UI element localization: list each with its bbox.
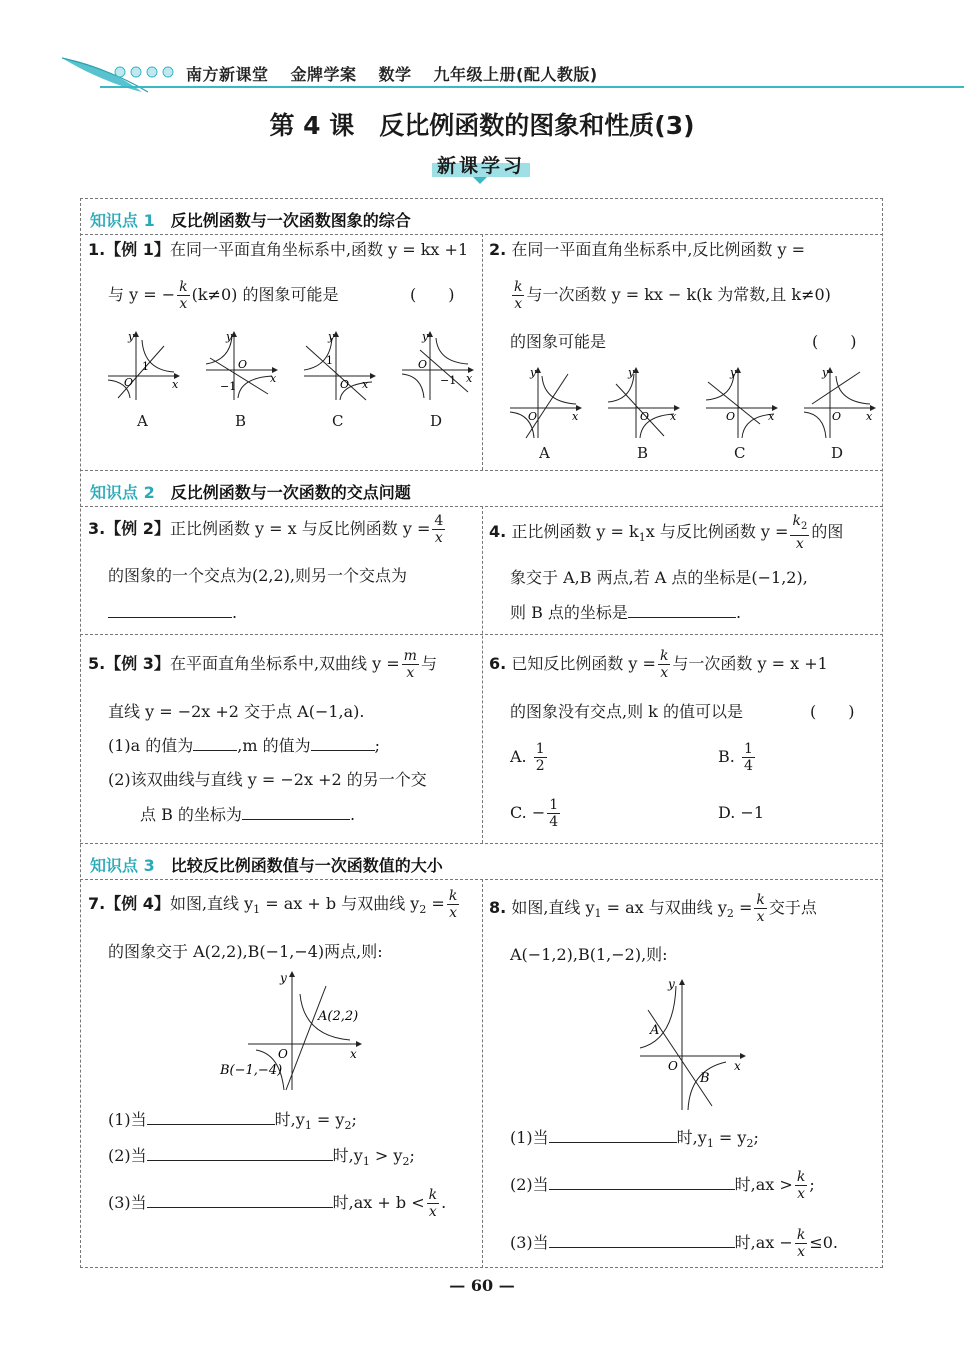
q2-graph-d [800, 366, 878, 440]
header-rule [100, 86, 964, 88]
q4-line3: 则 B 点的坐标是 . [510, 603, 742, 622]
svg-text:y: y [730, 366, 737, 379]
q2-graph-c [702, 366, 780, 440]
q8-line2: A(−1,2),B(1,−2),则: [510, 945, 668, 964]
q2-option-a[interactable]: A [539, 444, 550, 462]
svg-text:x: x [270, 372, 277, 385]
q5-b-blank[interactable] [242, 805, 350, 820]
svg-text:A: A [650, 1023, 660, 1038]
svg-text:O: O [832, 410, 842, 423]
q4-line1: 4. 正比例函数 $y = k_1x$ 与反比例函数 y = $\frac{k_2}{x}$ 的图 [489, 513, 844, 552]
q2-line3: 的图象可能是 [510, 332, 607, 351]
svg-text:x: x [768, 410, 775, 423]
section-pointer-icon [473, 177, 487, 184]
q2-option-d[interactable]: D [831, 444, 844, 462]
q6-option-b[interactable]: B. $\frac{1}{4}$ [718, 741, 753, 774]
q8-p2-blank[interactable] [549, 1175, 735, 1190]
svg-text:x: x [362, 378, 369, 391]
kp-title: 比较反比例函数值与一次函数值的大小 [170, 856, 443, 875]
q3-line1: 3.【例 2】正比例函数 y = x 与反比例函数 y = $\frac{4}{x}$ [88, 513, 444, 546]
q7-p1-blank[interactable] [147, 1110, 275, 1125]
svg-text:x: x [466, 372, 473, 385]
kp-title: 反比例函数与一次函数的交点问题 [170, 483, 411, 502]
svg-text:B: B [700, 1071, 710, 1086]
svg-text:y: y [668, 977, 675, 991]
column-divider-3 [482, 879, 483, 1268]
q1-line1: 1.【例 1】在同一平面直角坐标系中,函数 y = kx +1 [88, 240, 469, 259]
svg-text:B(−1,−4): B(−1,−4) [220, 1063, 283, 1078]
q2-answer-paren: ( ) [812, 332, 857, 351]
q5-m-blank[interactable] [311, 736, 375, 751]
q6-answer-paren: ( ) [810, 702, 855, 721]
q2-line1: 2. 在同一平面直角坐标系中,反比例函数 y = [489, 240, 806, 259]
q6-line1: 6. 已知反比例函数 y = $\frac{k}{x}$ 与一次函数 y = x +1 [489, 648, 828, 681]
q1-graph-a [104, 330, 182, 402]
q1-option-d[interactable]: D [430, 412, 443, 430]
column-divider-1 [482, 234, 483, 470]
header-grade: 九年级上册(配人教版) [433, 65, 598, 84]
q2-option-c[interactable]: C [734, 444, 746, 462]
svg-text:y: y [822, 366, 829, 379]
knowledge-point-3 [90, 853, 443, 876]
svg-text:O: O [124, 376, 134, 389]
svg-text:O: O [278, 1047, 288, 1061]
q7-graph [216, 966, 376, 1092]
q6-option-a[interactable]: A. $\frac{1}{2}$ [510, 741, 545, 774]
kp-title: 反比例函数与一次函数图象的综合 [170, 211, 411, 230]
svg-text:y: y [280, 971, 287, 985]
q4-line2: 象交于 A,B 两点,若 A 点的坐标是(−1,2), [510, 568, 808, 587]
svg-text:x: x [172, 378, 179, 391]
q1-option-b[interactable]: B [235, 412, 247, 430]
q2-line2: $\frac{k}{x}$ 与一次函数 y = kx − k(k 为常数,且 k≠0) [514, 279, 831, 312]
q5-line2: 直线 y = −2x +2 交于点 A(−1,a). [108, 702, 365, 721]
q1-graph-c [300, 330, 378, 402]
q6-option-c[interactable]: C. − $\frac{1}{4}$ [510, 797, 559, 830]
q8-line1: 8. 如图,直线 $y_1$ = ax 与双曲线 $y_2$ = $\frac{k}{x}$ 交于点 [489, 892, 817, 925]
svg-text:O: O [668, 1059, 678, 1073]
svg-text:y: y [128, 330, 135, 343]
q2-graph-b [604, 366, 682, 440]
page-title: 第 4 课 反比例函数的图象和性质(3) [269, 111, 695, 140]
svg-text:1: 1 [326, 354, 333, 367]
q1-line2: 与 y = − $\frac{k}{x}$ (k≠0) 的图象可能是 [108, 279, 339, 312]
svg-text:A(2,2): A(2,2) [318, 1009, 359, 1024]
section-label-text: 新课学习 [436, 155, 525, 177]
q8-p1-blank[interactable] [549, 1128, 677, 1143]
separator-kp2 [80, 470, 883, 471]
svg-text:O: O [340, 378, 350, 391]
q2-graph-a [506, 366, 584, 440]
q4-answer-blank[interactable] [628, 603, 736, 618]
q3-answer-line: . [108, 603, 237, 623]
svg-text:O: O [528, 410, 538, 423]
svg-text:O: O [726, 410, 736, 423]
q6-line2: 的图象没有交点,则 k 的值可以是 [510, 702, 743, 721]
q8-graph [630, 970, 758, 1114]
q7-p2-blank[interactable] [147, 1146, 333, 1161]
q5-a-blank[interactable] [193, 736, 237, 751]
header-subject: 数学 [378, 65, 412, 84]
svg-text:O: O [238, 358, 248, 371]
section-label [426, 149, 536, 179]
svg-text:1: 1 [142, 360, 149, 373]
header-series: 南方新课堂 [186, 65, 269, 84]
column-divider-2 [482, 506, 483, 843]
q8-p3-blank[interactable] [549, 1233, 735, 1248]
q7-part2: (2)当 时$,y_1 > y_2$; [108, 1146, 415, 1169]
svg-text:x: x [572, 410, 579, 423]
q3-line2: 的图象的一个交点为(2,2),则另一个交点为 [108, 566, 408, 585]
q5-part2-b: 点 B 的坐标为 . [140, 805, 356, 824]
kp-label: 知识点 1 [90, 211, 155, 230]
separator-kp3 [80, 843, 883, 844]
svg-text:y: y [226, 330, 233, 343]
q7-line1: 7.【例 4】如图,直线 $y_1$ = ax + b 与双曲线 $y_2$ = $\frac{k}{x}$ [88, 888, 458, 921]
svg-text:O: O [640, 410, 650, 423]
svg-text:y: y [628, 366, 635, 379]
svg-text:x: x [670, 410, 677, 423]
header-text [186, 62, 620, 85]
q7-part1: (1)当 时$,y_1 = y_2$; [108, 1110, 357, 1133]
q8-part1: (1)当 时$,y_1 = y_2$; [510, 1128, 759, 1151]
knowledge-point-2 [90, 480, 411, 503]
svg-text:x: x [866, 410, 873, 423]
q3-answer-blank[interactable] [108, 603, 232, 618]
knowledge-point-1 [90, 208, 411, 231]
q1-option-a[interactable]: A [137, 412, 148, 430]
page-number: — 60 — [449, 1276, 515, 1295]
kp-label: 知识点 2 [90, 483, 155, 502]
svg-text:y: y [422, 330, 429, 343]
q1-option-c[interactable]: C [332, 412, 344, 430]
svg-text:y: y [530, 366, 537, 379]
q1-graph-d [398, 330, 476, 402]
q7-part3: (3)当 时,ax + b < $\frac{k}{x}$ . [108, 1187, 447, 1220]
q5-part1: (1)a 的值为 ,m 的值为 ; [108, 736, 381, 755]
q8-part2: (2)当 时,ax > $\frac{k}{x}$ ; [510, 1169, 815, 1202]
q7-line2: 的图象交于 A(2,2),B(−1,−4)两点,则: [108, 942, 383, 961]
q2-option-b[interactable]: B [637, 444, 649, 462]
header-book: 金牌学案 [290, 65, 357, 84]
kp-label: 知识点 3 [90, 856, 155, 875]
q5-part2: (2)该双曲线与直线 y = −2x +2 的另一个交 [108, 770, 427, 789]
q1-graph-b [202, 330, 280, 402]
svg-text:O: O [418, 358, 428, 371]
svg-text:y: y [328, 330, 335, 343]
svg-text:−1: −1 [220, 380, 237, 393]
q7-p3-blank[interactable] [147, 1193, 333, 1208]
svg-text:x: x [350, 1047, 357, 1061]
svg-text:−1: −1 [440, 374, 457, 387]
q5-line1: 5.【例 3】在平面直角坐标系中,双曲线 y = $\frac{m}{x}$ 与 [88, 648, 437, 681]
q6-option-d[interactable]: D. −1 [718, 803, 765, 822]
q8-part3: (3)当 时,ax − $\frac{k}{x}$ ≤0. [510, 1227, 838, 1260]
q1-answer-paren: ( ) [410, 285, 455, 304]
svg-text:x: x [734, 1059, 741, 1073]
